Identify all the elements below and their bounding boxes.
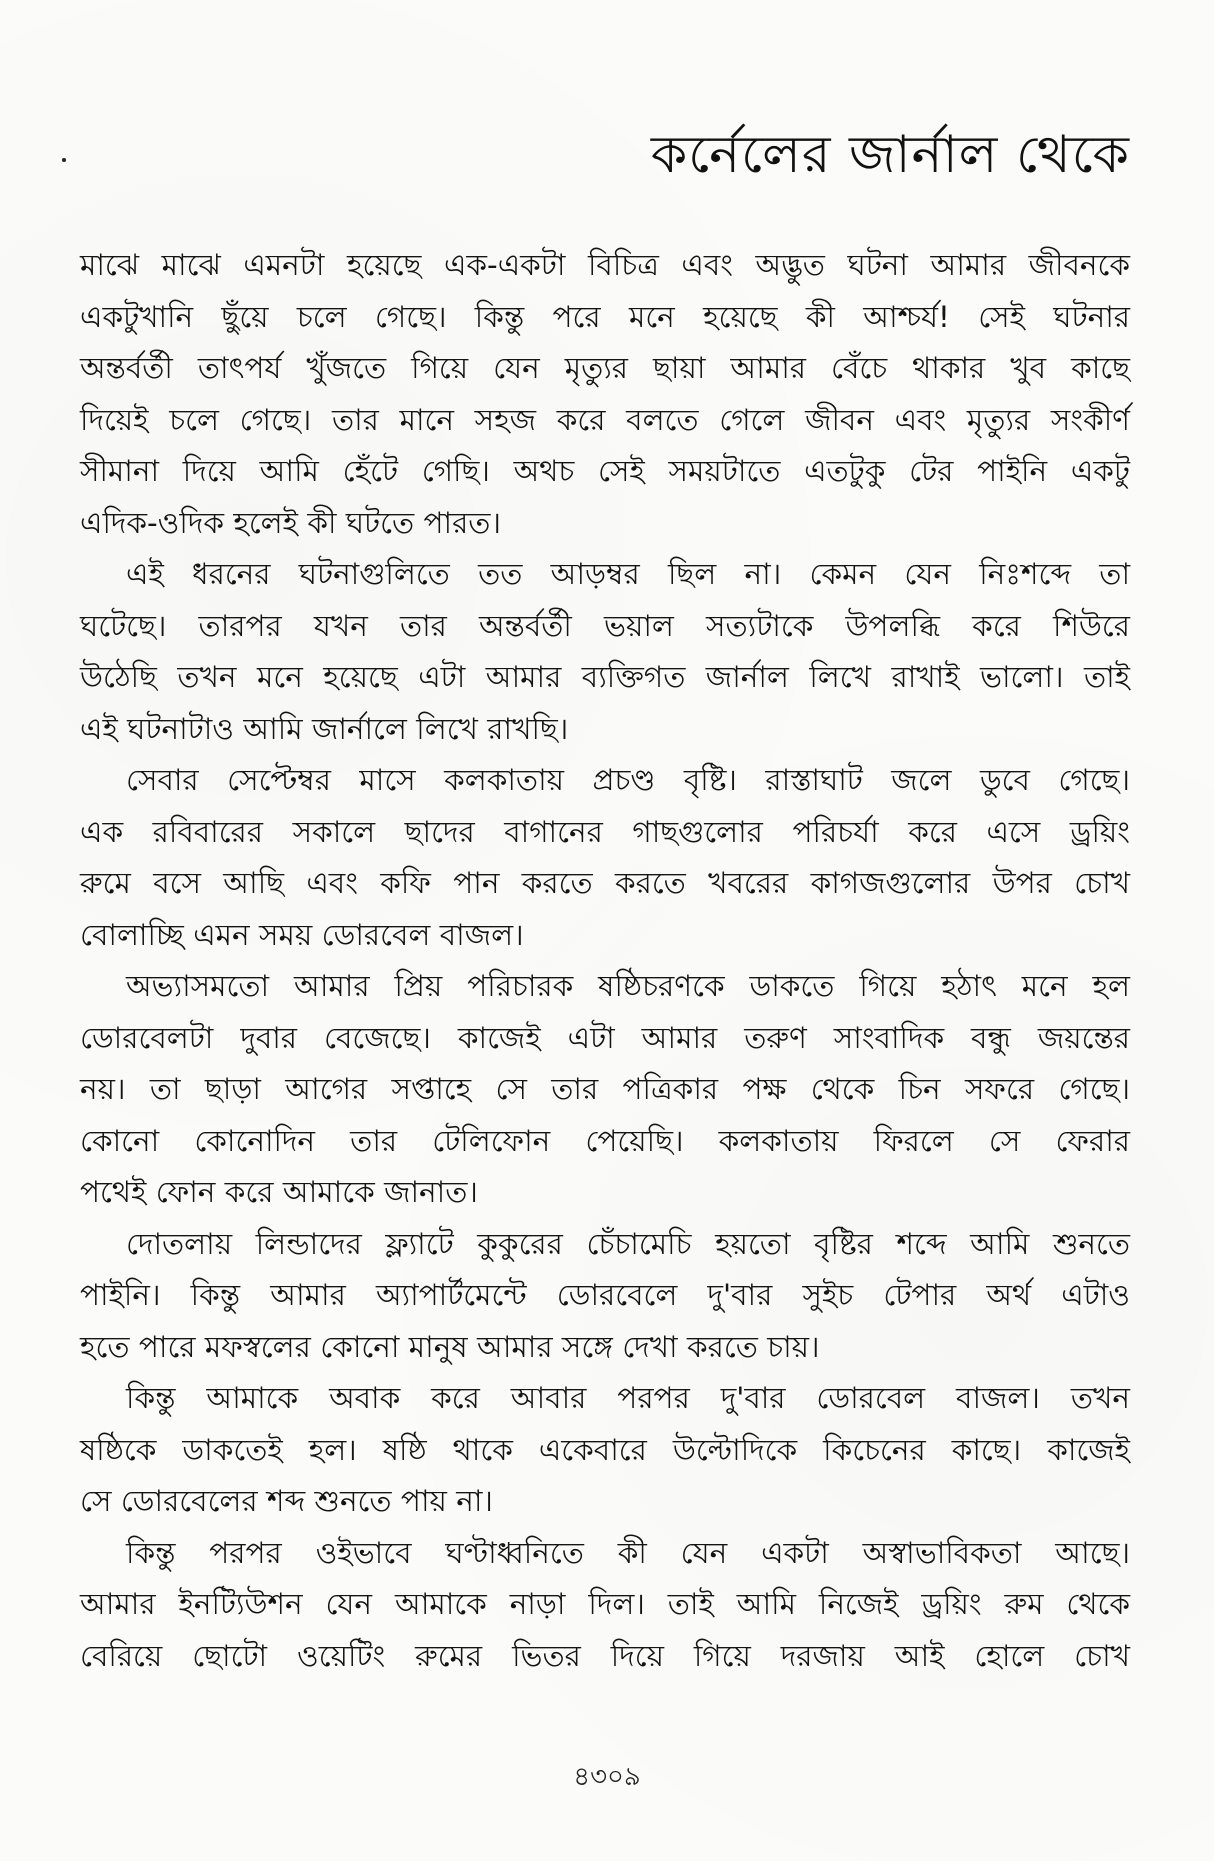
text-line: একটুখানি ছুঁয়ে চলে গেছে। কিন্তু পরে মনে হয়েছে কী আশ্চর্য! সেই ঘটনার — [80, 299, 1130, 334]
text-line: এই ঘটনাটাও আমি জার্নালে লিখে রাখছি। — [80, 711, 569, 746]
text-line: অন্তর্বর্তী তাৎপর্য খুঁজতে গিয়ে যেন মৃত্যুর ছায়া আমার বেঁচে থাকার খুব কাছে — [80, 351, 1130, 385]
paragraph — [80, 961, 1130, 1219]
text-line: কিন্তু আমাকে অবাক করে আবার পরপর দু'বার ডোরবেল বাজল। তখন — [126, 1381, 1130, 1415]
text-line: ঘটেছে। তারপর যখন তার অন্তর্বর্তী ভয়াল সত্যটাকে উপলব্ধি করে শিউরে — [80, 608, 1130, 643]
text-line: বেরিয়ে ছোটো ওয়েটিং রুমের ভিতর দিয়ে গিয়ে দরজায় আই হোলে চোখ — [80, 1638, 1130, 1673]
text-line: কোনো কোনোদিন তার টেলিফোন পেয়েছি। কলকাতায় ফিরলে সে ফেরার — [80, 1123, 1130, 1158]
text-line: দিয়েই চলে গেছে। তার মানে সহজ করে বলতে গেলে জীবন এবং মৃত্যুর সংকীর্ণ — [80, 402, 1130, 437]
text-line: সীমানা দিয়ে আমি হেঁটে গেছি। অথচ সেই সময়টাতে এতটুকু টের পাইনি একটু — [80, 454, 1130, 488]
paragraph — [80, 1219, 1130, 1374]
text-line: সে ডোরবেলের শব্দ শুনতে পায় না। — [80, 1484, 493, 1518]
text-line: পাইনি। কিন্তু আমার অ্যাপার্টমেন্টে ডোরবেলে দু'বার সুইচ টেপার অর্থ এটাও — [80, 1278, 1130, 1312]
text-line: সেবার সেপ্টেম্বর মাসে কলকাতায় প্রচণ্ড বৃষ্টি। রাস্তাঘাট জলে ডুবে গেছে। — [126, 763, 1130, 797]
text-line: অভ্যাসমতো আমার প্রিয় পরিচারক ষষ্ঠিচরণকে ডাকতে গিয়ে হঠাৎ মনে হল — [126, 969, 1130, 1003]
paragraph — [80, 1528, 1130, 1683]
page-number: ৪৩০৯ — [573, 1762, 641, 1792]
text-line: ডোরবেলটা দুবার বেজেছে। কাজেই এটা আমার তরুণ সাংবাদিক বন্ধু জয়ন্তের — [80, 1020, 1130, 1055]
text-line: দোতলায় লিন্ডাদের ফ্ল্যাটে কুকুরের চেঁচামেচি হয়তো বৃষ্টির শব্দে আমি শুনতে — [126, 1226, 1130, 1261]
chapter-title: কর্নেলের জার্নাল থেকে — [650, 125, 1130, 185]
text-line: উঠেছি তখন মনে হয়েছে এটা আমার ব্যক্তিগত জার্নাল লিখে রাখাই ভালো। তাই — [80, 660, 1130, 694]
text-line: ষষ্ঠিকে ডাকতেই হল। ষষ্ঠি থাকে একেবারে উল্টোদিকে কিচেনের কাছে। কাজেই — [80, 1432, 1130, 1467]
text-line: রুমে বসে আছি এবং কফি পান করতে করতে খবরের কাগজগুলোর উপর চোখ — [80, 866, 1130, 900]
text-line: হতে পারে মফস্বলের কোনো মানুষ আমার সঙ্গে দেখা করতে চায়। — [80, 1329, 820, 1364]
paragraph — [80, 240, 1130, 549]
paragraph — [80, 1373, 1130, 1528]
body-text — [80, 240, 1130, 1682]
text-line: এক রবিবারের সকালে ছাদের বাগানের গাছগুলোর পরিচর্যা করে এসে ড্রয়িং — [80, 814, 1130, 849]
text-line: নয়। তা ছাড়া আগের সপ্তাহে সে তার পত্রিকার পক্ষ থেকে চিন সফরে গেছে। — [80, 1072, 1130, 1106]
text-line: কিন্তু পরপর ওইভাবে ঘণ্টাধ্বনিতে কী যেন একটা অস্বাভাবিকতা আছে। — [126, 1535, 1130, 1570]
text-line: এদিক-ওদিক হলেই কী ঘটতে পারত। — [80, 505, 501, 540]
scan-speck — [62, 158, 66, 162]
text-line: বোলাচ্ছি এমন সময় ডোরবেল বাজল। — [80, 917, 524, 952]
text-line: পথেই ফোন করে আমাকে জানাত। — [80, 1175, 478, 1209]
text-line: এই ধরনের ঘটনাগুলিতে তত আড়ম্বর ছিল না। কেমন যেন নিঃশব্দে তা — [126, 557, 1130, 591]
text-line: মাঝে মাঝে এমনটা হয়েছে এক-একটা বিচিত্র এবং অদ্ভুত ঘটনা আমার জীবনকে — [80, 248, 1130, 282]
paragraph — [80, 549, 1130, 755]
text-line: আমার ইনট্যিউশন যেন আমাকে নাড়া দিল। তাই আমি নিজেই ড্রয়িং রুম থেকে — [80, 1587, 1130, 1621]
paragraph — [80, 755, 1130, 961]
